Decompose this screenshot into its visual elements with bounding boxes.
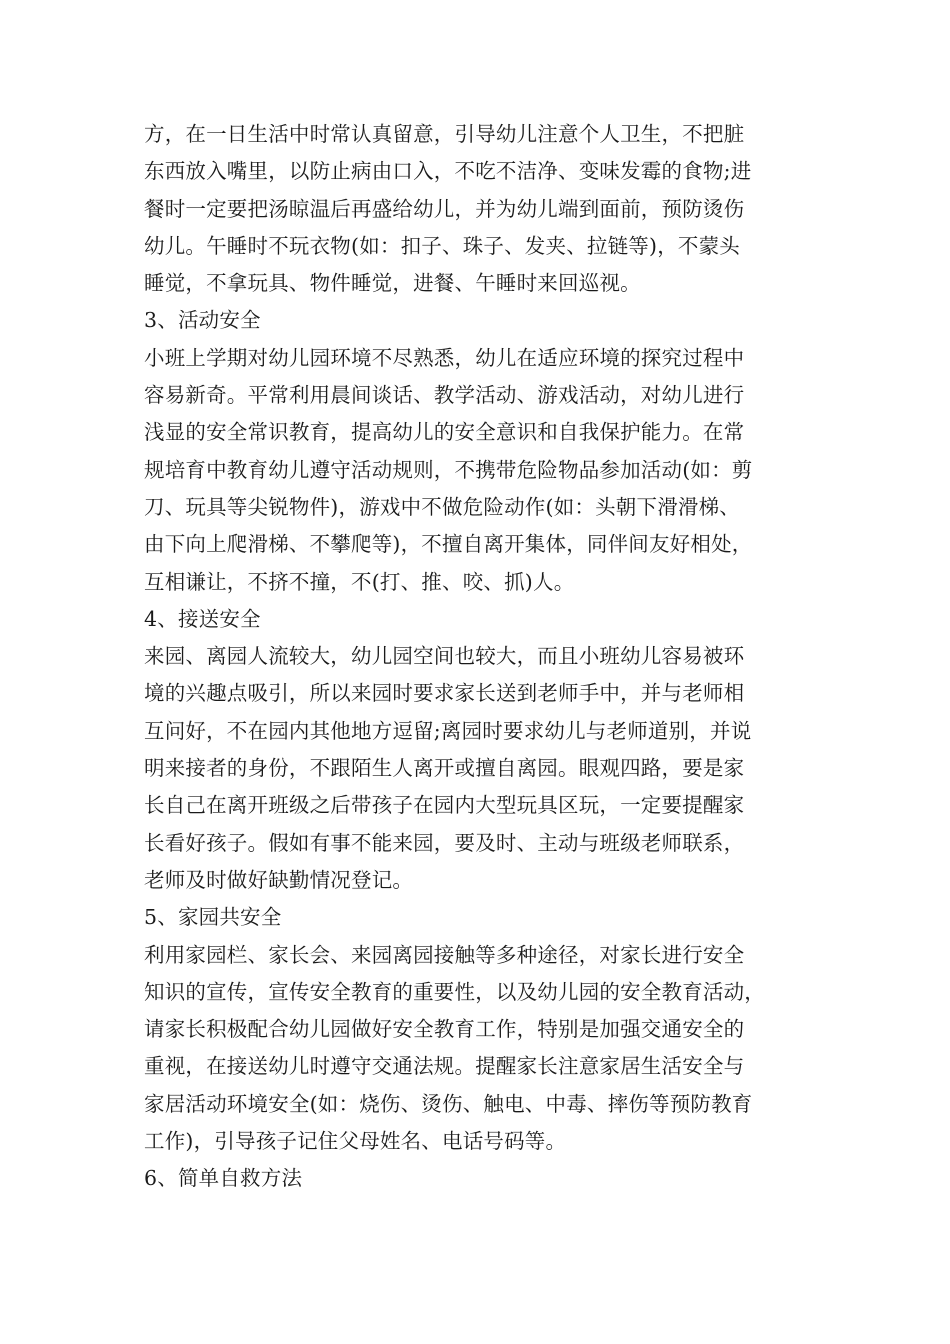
section-heading-self-rescue: 6、简单自救方法 — [144, 1166, 303, 1191]
text-line: 幼儿。午睡时不玩衣物(如：扣子、珠子、发夹、拉链等)，不蒙头 — [144, 233, 740, 258]
text-line: 请家长积极配合幼儿园做好安全教育工作，特别是加强交通安全的 — [144, 1017, 745, 1042]
text-line: 由下向上爬滑梯、不攀爬等)，不擅自离开集体，同伴间友好相处， — [144, 532, 753, 557]
text-line: 家居活动环境安全(如：烧伤、烫伤、触电、中毒、摔伤等预防教育 — [144, 1091, 753, 1116]
text-line: 互问好，不在园内其他地方逗留;离园时要求幼儿与老师道别，并说 — [144, 718, 752, 743]
text-line: 浅显的安全常识教育，提高幼儿的安全意识和自我保护能力。在常 — [144, 420, 745, 445]
paragraph-activity-safety — [144, 340, 814, 601]
text-line: 容易新奇。平常利用晨间谈话、教学活动、游戏活动，对幼儿进行 — [144, 383, 745, 408]
text-line: 长自己在离开班级之后带孩子在园内大型玩具区玩，一定要提醒家 — [144, 793, 745, 818]
text-line: 刀、玩具等尖锐物件)，游戏中不做危险动作(如：头朝下滑滑梯、 — [144, 494, 740, 519]
text-line: 长看好孩子。假如有事不能来园，要及时、主动与班级老师联系， — [144, 830, 745, 855]
text-line: 境的兴趣点吸引，所以来园时要求家长送到老师手中，并与老师相 — [144, 681, 745, 706]
text-line: 来园、离园人流较大，幼儿园空间也较大，而且小班幼儿容易被环 — [144, 644, 745, 669]
text-line: 餐时一定要把汤晾温后再盛给幼儿，并为幼儿端到面前，预防烫伤 — [144, 196, 745, 221]
text-line: 明来接者的身份，不跟陌生人离开或擅自离园。眼观四路，要是家 — [144, 756, 745, 781]
text-line: 利用家园栏、家长会、来园离园接触等多种途径，对家长进行安全 — [144, 942, 745, 967]
paragraph-pickup-safety — [144, 638, 814, 899]
text-line: 小班上学期对幼儿园环境不尽熟悉，幼儿在适应环境的探究过程中 — [144, 345, 745, 370]
document-body — [144, 116, 814, 1198]
section-heading-pickup-safety: 4、接送安全 — [144, 606, 261, 631]
text-line: 工作)，引导孩子记住父母姓名、电话号码等。 — [144, 1129, 567, 1154]
paragraph-continued — [144, 116, 814, 302]
text-line: 老师及时做好缺勤情况登记。 — [144, 867, 414, 892]
text-line: 方，在一日生活中时常认真留意，引导幼儿注意个人卫生，不把脏 — [144, 122, 745, 146]
text-line: 知识的宣传，宣传安全教育的重要性，以及幼儿园的安全教育活动， — [144, 979, 765, 1004]
text-line: 规培育中教育幼儿遵守活动规则，不携带危险物品参加活动(如：剪 — [144, 457, 753, 482]
text-line: 睡觉，不拿玩具、物件睡觉，进餐、午睡时来回巡视。 — [144, 271, 641, 296]
text-line: 东西放入嘴里，以防止病由口入，不吃不洁净、变味发霉的食物;进 — [144, 159, 752, 184]
section-heading-home-school-safety: 5、家园共安全 — [144, 905, 282, 930]
paragraph-home-school-safety — [144, 937, 814, 1161]
section-heading-activity-safety: 3、活动安全 — [144, 308, 261, 333]
text-line: 互相谦让，不挤不撞，不(打、推、咬、抓)人。 — [144, 569, 575, 594]
text-line: 重视，在接送幼儿时遵守交通法规。提醒家长注意家居生活安全与 — [144, 1054, 745, 1079]
